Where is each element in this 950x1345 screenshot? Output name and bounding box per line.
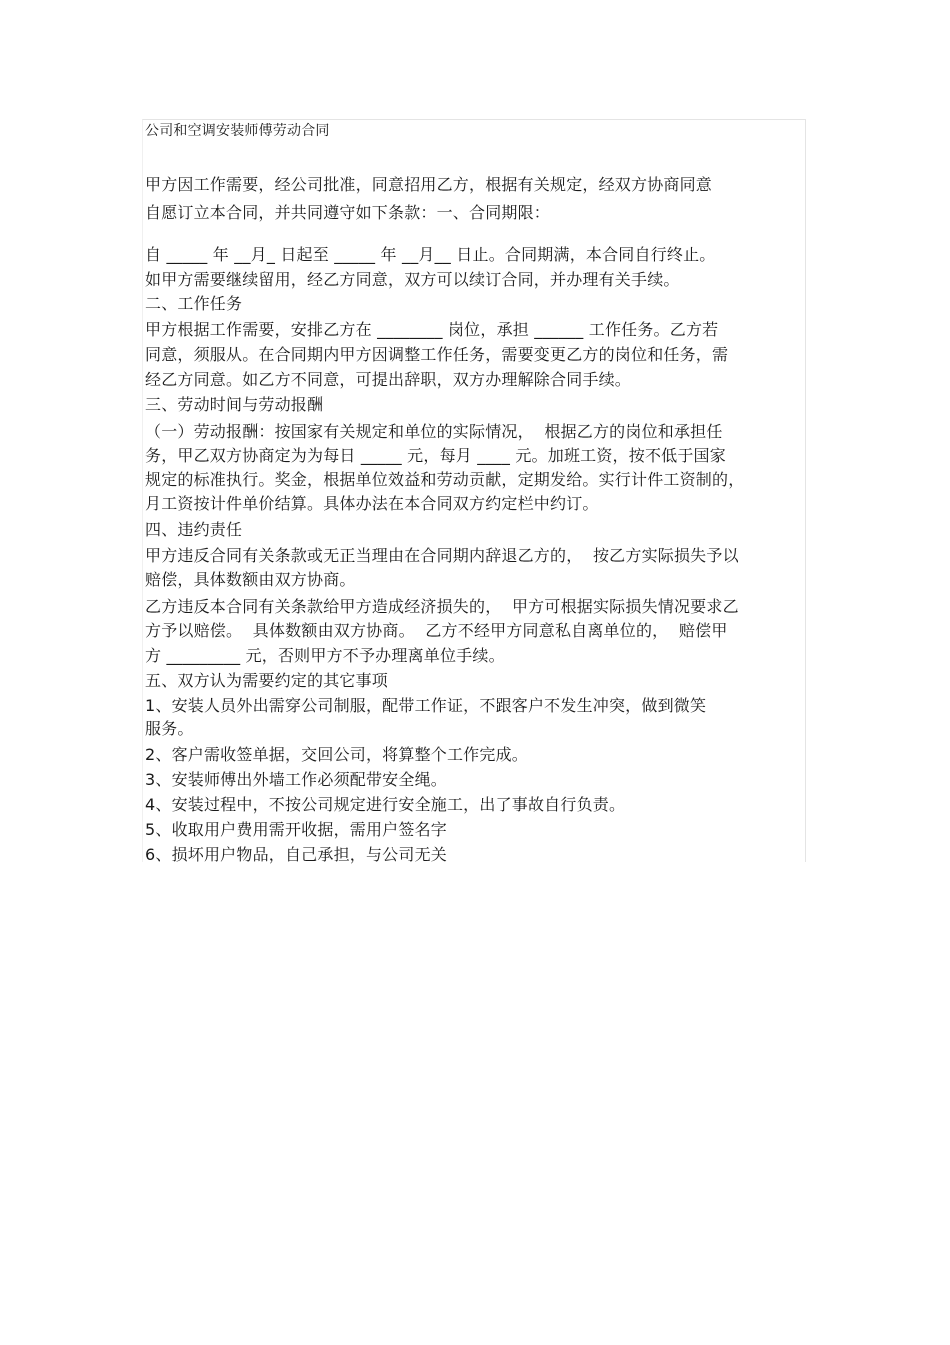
document-title: 公司和空调安装师傅劳动合同 <box>145 123 330 139</box>
paragraph-line: 经乙方同意。如乙方不同意，可提出辞职，双方办理解除合同手续。 <box>145 370 632 389</box>
paragraph-line: 自 _____ 年 __月_ 日起至 _____ 年 __月__ 日止。合同期满，本合同自行终止。 <box>145 245 716 264</box>
paragraph-line: 方 _________ 元，否则甲方不予办理离单位手续。 <box>145 646 505 665</box>
list-item-continuation: 服务。 <box>145 719 194 738</box>
section-heading: 五、双方认为需要约定的其它事项 <box>145 671 389 690</box>
list-item: 4、安装过程中，不按公司规定进行安全施工，出了事故自行负责。 <box>145 795 626 814</box>
section-heading: 四、违约责任 <box>145 520 243 539</box>
paragraph-line: 方予以赔偿。 具体数额由双方协商。 乙方不经甲方同意私自离单位的， 赔偿甲 <box>145 621 728 640</box>
paragraph-line: 同意，须服从。在合同期内甲方因调整工作任务，需要变更乙方的岗位和任务，需 <box>145 345 729 364</box>
paragraph-line: 乙方违反本合同有关条款给甲方造成经济损失的， 甲方可根据实际损失情况要求乙 <box>145 597 739 616</box>
paragraph-line: 甲方根据工作需要，安排乙方在 ________ 岗位，承担 ______ 工作任务。乙方若 <box>145 320 719 339</box>
paragraph-line: （一）劳动报酬：按国家有关规定和单位的实际情况， 根据乙方的岗位和承担任 <box>145 422 723 441</box>
list-item: 1、安装人员外出需穿公司制服，配带工作证，不跟客户不发生冲突，做到微笑 <box>145 696 707 715</box>
paragraph-line: 月工资按计件单价结算。具体办法在本合同双方约定栏中约订。 <box>145 494 599 513</box>
section-heading: 三、劳动时间与劳动报酬 <box>145 395 324 414</box>
paragraph-line: 自愿订立本合同，并共同遵守如下条款：一、合同期限： <box>145 203 551 222</box>
list-item: 6、损坏用户物品，自己承担，与公司无关 <box>145 845 447 864</box>
paragraph-line: 赔偿，具体数额由双方协商。 <box>145 570 356 589</box>
list-item: 2、客户需收签单据，交回公司，将算整个工作完成。 <box>145 745 528 764</box>
list-item: 3、安装师傅出外墙工作必须配带安全绳。 <box>145 770 447 789</box>
paragraph-line: 甲方因工作需要，经公司批准，同意招用乙方，根据有关规定，经双方协商同意 <box>145 175 713 194</box>
paragraph-line: 规定的标准执行。奖金，根据单位效益和劳动贡献，定期发给。实行计件工资制的， <box>145 470 745 489</box>
paragraph-line: 务，甲乙双方协商定为为每日 _____ 元，每月 ____ 元。加班工资，按不低于国家 <box>145 446 726 465</box>
paragraph-line: 如甲方需要继续留用，经乙方同意，双方可以续订合同，并办理有关手续。 <box>145 270 680 289</box>
list-item: 5、收取用户费用需开收据，需用户签名字 <box>145 820 447 839</box>
paragraph-line: 甲方违反合同有关条款或无正当理由在合同期内辞退乙方的， 按乙方实际损失予以 <box>145 546 739 565</box>
section-heading: 二、工作任务 <box>145 294 243 313</box>
